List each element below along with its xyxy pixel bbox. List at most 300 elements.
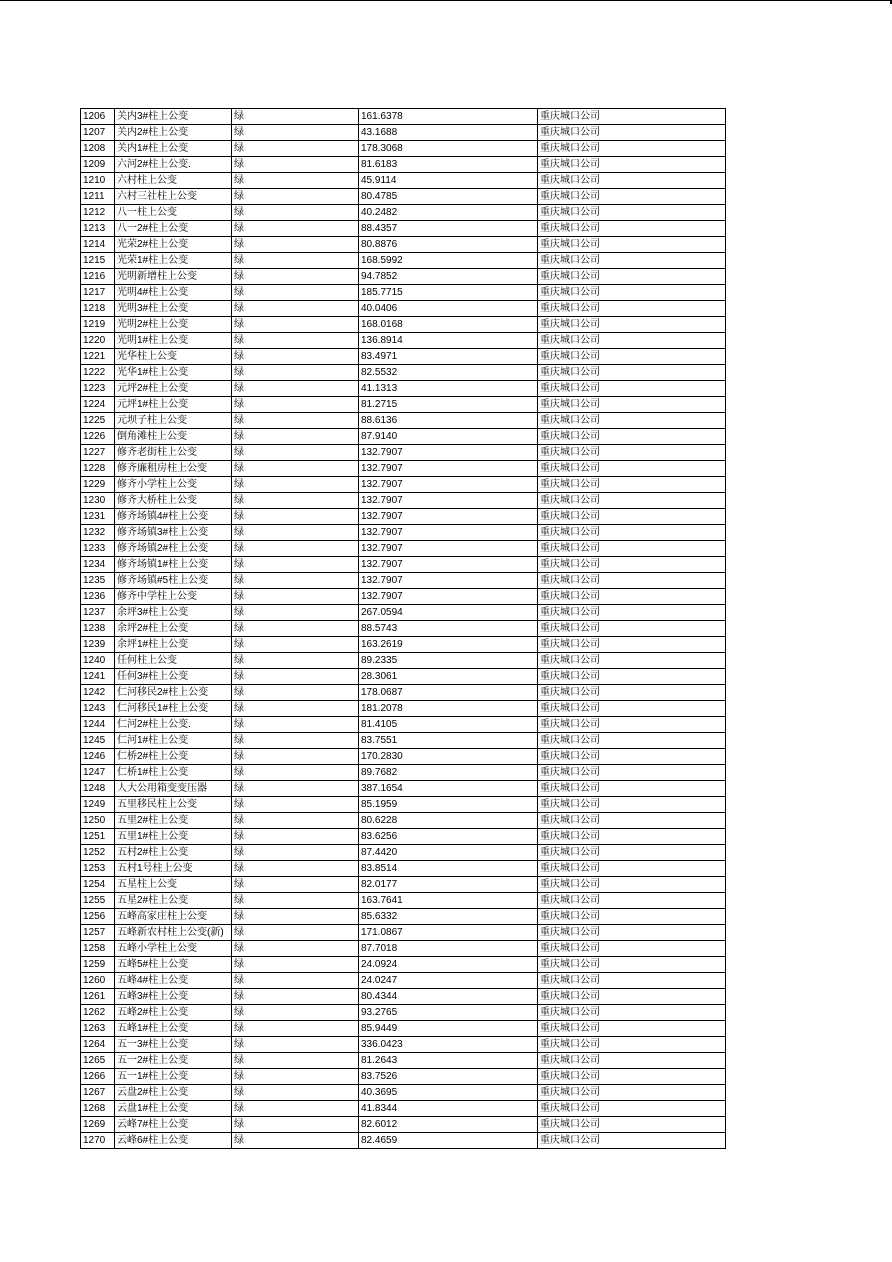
transformer-name-cell: 修齐场镇2#柱上公变 xyxy=(115,541,232,557)
row-number-cell: 1210 xyxy=(81,173,115,189)
row-number-cell: 1209 xyxy=(81,157,115,173)
status-color-cell: 绿 xyxy=(232,637,359,653)
company-cell: 重庆城口公司 xyxy=(538,893,726,909)
status-color-cell: 绿 xyxy=(232,477,359,493)
page-top-rule xyxy=(0,0,892,1)
table-row xyxy=(81,621,726,637)
value-cell: 24.0924 xyxy=(359,957,538,973)
value-cell: 185.7715 xyxy=(359,285,538,301)
transformer-name-cell: 五峰2#柱上公变 xyxy=(115,1005,232,1021)
table-row xyxy=(81,845,726,861)
table-row xyxy=(81,301,726,317)
value-cell: 81.6183 xyxy=(359,157,538,173)
company-cell: 重庆城口公司 xyxy=(538,1117,726,1133)
transformer-name-cell: 元坝子柱上公变 xyxy=(115,413,232,429)
value-cell: 28.3061 xyxy=(359,669,538,685)
transformer-name-cell: 光华柱上公变 xyxy=(115,349,232,365)
transformer-name-cell: 五村1号柱上公变 xyxy=(115,861,232,877)
company-cell: 重庆城口公司 xyxy=(538,205,726,221)
row-number-cell: 1212 xyxy=(81,205,115,221)
status-color-cell: 绿 xyxy=(232,333,359,349)
status-color-cell: 绿 xyxy=(232,765,359,781)
company-cell: 重庆城口公司 xyxy=(538,381,726,397)
row-number-cell: 1250 xyxy=(81,813,115,829)
value-cell: 80.8876 xyxy=(359,237,538,253)
status-color-cell: 绿 xyxy=(232,301,359,317)
value-cell: 83.8514 xyxy=(359,861,538,877)
value-cell: 93.2765 xyxy=(359,1005,538,1021)
status-color-cell: 绿 xyxy=(232,669,359,685)
value-cell: 40.2482 xyxy=(359,205,538,221)
company-cell: 重庆城口公司 xyxy=(538,461,726,477)
company-cell: 重庆城口公司 xyxy=(538,269,726,285)
value-cell: 387.1654 xyxy=(359,781,538,797)
row-number-cell: 1254 xyxy=(81,877,115,893)
company-cell: 重庆城口公司 xyxy=(538,701,726,717)
value-cell: 40.0406 xyxy=(359,301,538,317)
status-color-cell: 绿 xyxy=(232,253,359,269)
table-row xyxy=(81,749,726,765)
status-color-cell: 绿 xyxy=(232,653,359,669)
transformer-name-cell: 修齐大桥柱上公变 xyxy=(115,493,232,509)
value-cell: 181.2078 xyxy=(359,701,538,717)
value-cell: 88.6136 xyxy=(359,413,538,429)
row-number-cell: 1233 xyxy=(81,541,115,557)
transformer-name-cell: 五峰3#柱上公变 xyxy=(115,989,232,1005)
table-row xyxy=(81,493,726,509)
row-number-cell: 1242 xyxy=(81,685,115,701)
company-cell: 重庆城口公司 xyxy=(538,1133,726,1149)
status-color-cell: 绿 xyxy=(232,829,359,845)
status-color-cell: 绿 xyxy=(232,845,359,861)
company-cell: 重庆城口公司 xyxy=(538,973,726,989)
transformer-name-cell: 八一2#柱上公变 xyxy=(115,221,232,237)
table-row xyxy=(81,797,726,813)
table-row xyxy=(81,205,726,221)
status-color-cell: 绿 xyxy=(232,589,359,605)
row-number-cell: 1226 xyxy=(81,429,115,445)
company-cell: 重庆城口公司 xyxy=(538,925,726,941)
company-cell: 重庆城口公司 xyxy=(538,157,726,173)
value-cell: 82.6012 xyxy=(359,1117,538,1133)
value-cell: 163.2619 xyxy=(359,637,538,653)
row-number-cell: 1207 xyxy=(81,125,115,141)
row-number-cell: 1262 xyxy=(81,1005,115,1021)
transformer-name-cell: 云盘1#柱上公变 xyxy=(115,1101,232,1117)
row-number-cell: 1248 xyxy=(81,781,115,797)
company-cell: 重庆城口公司 xyxy=(538,909,726,925)
status-color-cell: 绿 xyxy=(232,189,359,205)
transformer-name-cell: 修齐场镇3#柱上公变 xyxy=(115,525,232,541)
value-cell: 81.2643 xyxy=(359,1053,538,1069)
table-row xyxy=(81,877,726,893)
value-cell: 82.5532 xyxy=(359,365,538,381)
value-cell: 83.7526 xyxy=(359,1069,538,1085)
status-color-cell: 绿 xyxy=(232,1101,359,1117)
status-color-cell: 绿 xyxy=(232,557,359,573)
row-number-cell: 1227 xyxy=(81,445,115,461)
company-cell: 重庆城口公司 xyxy=(538,1069,726,1085)
value-cell: 132.7907 xyxy=(359,477,538,493)
company-cell: 重庆城口公司 xyxy=(538,877,726,893)
company-cell: 重庆城口公司 xyxy=(538,861,726,877)
status-color-cell: 绿 xyxy=(232,781,359,797)
company-cell: 重庆城口公司 xyxy=(538,669,726,685)
status-color-cell: 绿 xyxy=(232,237,359,253)
company-cell: 重庆城口公司 xyxy=(538,349,726,365)
value-cell: 83.4971 xyxy=(359,349,538,365)
table-row xyxy=(81,237,726,253)
table-row xyxy=(81,941,726,957)
table-row xyxy=(81,861,726,877)
transformer-name-cell: 关内3#柱上公变 xyxy=(115,109,232,125)
row-number-cell: 1255 xyxy=(81,893,115,909)
value-cell: 94.7852 xyxy=(359,269,538,285)
transformer-name-cell: 修齐老街柱上公变 xyxy=(115,445,232,461)
status-color-cell: 绿 xyxy=(232,285,359,301)
status-color-cell: 绿 xyxy=(232,685,359,701)
company-cell: 重庆城口公司 xyxy=(538,285,726,301)
status-color-cell: 绿 xyxy=(232,957,359,973)
transformer-name-cell: 云峰6#柱上公变 xyxy=(115,1133,232,1149)
row-number-cell: 1224 xyxy=(81,397,115,413)
transformer-name-cell: 修齐小学柱上公变 xyxy=(115,477,232,493)
value-cell: 80.4785 xyxy=(359,189,538,205)
table-row xyxy=(81,653,726,669)
row-number-cell: 1230 xyxy=(81,493,115,509)
row-number-cell: 1270 xyxy=(81,1133,115,1149)
company-cell: 重庆城口公司 xyxy=(538,765,726,781)
table-row xyxy=(81,541,726,557)
row-number-cell: 1266 xyxy=(81,1069,115,1085)
company-cell: 重庆城口公司 xyxy=(538,301,726,317)
company-cell: 重庆城口公司 xyxy=(538,509,726,525)
company-cell: 重庆城口公司 xyxy=(538,941,726,957)
table-row xyxy=(81,989,726,1005)
value-cell: 85.6332 xyxy=(359,909,538,925)
transformer-name-cell: 光荣1#柱上公变 xyxy=(115,253,232,269)
row-number-cell: 1245 xyxy=(81,733,115,749)
transformer-name-cell: 仁河1#柱上公变 xyxy=(115,733,232,749)
value-cell: 41.8344 xyxy=(359,1101,538,1117)
company-cell: 重庆城口公司 xyxy=(538,957,726,973)
status-color-cell: 绿 xyxy=(232,1069,359,1085)
company-cell: 重庆城口公司 xyxy=(538,573,726,589)
row-number-cell: 1234 xyxy=(81,557,115,573)
status-color-cell: 绿 xyxy=(232,909,359,925)
row-number-cell: 1247 xyxy=(81,765,115,781)
company-cell: 重庆城口公司 xyxy=(538,429,726,445)
status-color-cell: 绿 xyxy=(232,797,359,813)
status-color-cell: 绿 xyxy=(232,493,359,509)
status-color-cell: 绿 xyxy=(232,1133,359,1149)
table-row xyxy=(81,925,726,941)
company-cell: 重庆城口公司 xyxy=(538,1037,726,1053)
table-row xyxy=(81,1053,726,1069)
table-row xyxy=(81,413,726,429)
value-cell: 87.9140 xyxy=(359,429,538,445)
transformer-name-cell: 六河2#柱上公变. xyxy=(115,157,232,173)
status-color-cell: 绿 xyxy=(232,205,359,221)
table-row xyxy=(81,1005,726,1021)
row-number-cell: 1213 xyxy=(81,221,115,237)
status-color-cell: 绿 xyxy=(232,989,359,1005)
row-number-cell: 1228 xyxy=(81,461,115,477)
company-cell: 重庆城口公司 xyxy=(538,253,726,269)
value-cell: 87.4420 xyxy=(359,845,538,861)
row-number-cell: 1223 xyxy=(81,381,115,397)
transformer-name-cell: 五一1#柱上公变 xyxy=(115,1069,232,1085)
transformer-name-cell: 五星柱上公变 xyxy=(115,877,232,893)
row-number-cell: 1214 xyxy=(81,237,115,253)
row-number-cell: 1243 xyxy=(81,701,115,717)
status-color-cell: 绿 xyxy=(232,125,359,141)
row-number-cell: 1236 xyxy=(81,589,115,605)
row-number-cell: 1222 xyxy=(81,365,115,381)
row-number-cell: 1252 xyxy=(81,845,115,861)
status-color-cell: 绿 xyxy=(232,413,359,429)
company-cell: 重庆城口公司 xyxy=(538,653,726,669)
table-row xyxy=(81,557,726,573)
transformer-name-cell: 仁河移民2#柱上公变 xyxy=(115,685,232,701)
table-row xyxy=(81,1133,726,1149)
transformer-name-cell: 元坪1#柱上公变 xyxy=(115,397,232,413)
table-row xyxy=(81,685,726,701)
table-row xyxy=(81,669,726,685)
transformer-name-cell: 五一2#柱上公变 xyxy=(115,1053,232,1069)
value-cell: 83.6256 xyxy=(359,829,538,845)
transformer-name-cell: 五峰4#柱上公变 xyxy=(115,973,232,989)
company-cell: 重庆城口公司 xyxy=(538,397,726,413)
table-row xyxy=(81,909,726,925)
status-color-cell: 绿 xyxy=(232,173,359,189)
transformer-name-cell: 倒角滩柱上公变 xyxy=(115,429,232,445)
value-cell: 24.0247 xyxy=(359,973,538,989)
company-cell: 重庆城口公司 xyxy=(538,637,726,653)
value-cell: 132.7907 xyxy=(359,461,538,477)
table-row xyxy=(81,1069,726,1085)
status-color-cell: 绿 xyxy=(232,733,359,749)
status-color-cell: 绿 xyxy=(232,509,359,525)
table-row xyxy=(81,157,726,173)
company-cell: 重庆城口公司 xyxy=(538,189,726,205)
status-color-cell: 绿 xyxy=(232,525,359,541)
transformer-name-cell: 五一3#柱上公变 xyxy=(115,1037,232,1053)
table-row xyxy=(81,717,726,733)
value-cell: 40.3695 xyxy=(359,1085,538,1101)
value-cell: 132.7907 xyxy=(359,589,538,605)
status-color-cell: 绿 xyxy=(232,1037,359,1053)
company-cell: 重庆城口公司 xyxy=(538,733,726,749)
row-number-cell: 1225 xyxy=(81,413,115,429)
table-row xyxy=(81,285,726,301)
value-cell: 132.7907 xyxy=(359,509,538,525)
table-row xyxy=(81,333,726,349)
table-row xyxy=(81,637,726,653)
table-row xyxy=(81,141,726,157)
status-color-cell: 绿 xyxy=(232,861,359,877)
row-number-cell: 1256 xyxy=(81,909,115,925)
status-color-cell: 绿 xyxy=(232,397,359,413)
table-row xyxy=(81,605,726,621)
company-cell: 重庆城口公司 xyxy=(538,605,726,621)
company-cell: 重庆城口公司 xyxy=(538,221,726,237)
transformer-name-cell: 五星2#柱上公变 xyxy=(115,893,232,909)
value-cell: 41.1313 xyxy=(359,381,538,397)
table-row xyxy=(81,893,726,909)
table-row xyxy=(81,1085,726,1101)
row-number-cell: 1206 xyxy=(81,109,115,125)
value-cell: 132.7907 xyxy=(359,445,538,461)
transformer-name-cell: 六村柱上公变 xyxy=(115,173,232,189)
row-number-cell: 1268 xyxy=(81,1101,115,1117)
transformer-name-cell: 任何3#柱上公变 xyxy=(115,669,232,685)
status-color-cell: 绿 xyxy=(232,541,359,557)
table-row xyxy=(81,525,726,541)
company-cell: 重庆城口公司 xyxy=(538,1005,726,1021)
table-row xyxy=(81,317,726,333)
status-color-cell: 绿 xyxy=(232,813,359,829)
company-cell: 重庆城口公司 xyxy=(538,445,726,461)
value-cell: 168.0168 xyxy=(359,317,538,333)
transformer-name-cell: 光明2#柱上公变 xyxy=(115,317,232,333)
row-number-cell: 1208 xyxy=(81,141,115,157)
row-number-cell: 1220 xyxy=(81,333,115,349)
transformer-name-cell: 五峰1#柱上公变 xyxy=(115,1021,232,1037)
company-cell: 重庆城口公司 xyxy=(538,589,726,605)
value-cell: 336.0423 xyxy=(359,1037,538,1053)
value-cell: 88.4357 xyxy=(359,221,538,237)
value-cell: 136.8914 xyxy=(359,333,538,349)
table-row xyxy=(81,477,726,493)
value-cell: 163.7641 xyxy=(359,893,538,909)
transformer-name-cell: 五峰新农村柱上公变(新) xyxy=(115,925,232,941)
company-cell: 重庆城口公司 xyxy=(538,621,726,637)
row-number-cell: 1259 xyxy=(81,957,115,973)
status-color-cell: 绿 xyxy=(232,317,359,333)
status-color-cell: 绿 xyxy=(232,381,359,397)
value-cell: 168.5992 xyxy=(359,253,538,269)
status-color-cell: 绿 xyxy=(232,877,359,893)
status-color-cell: 绿 xyxy=(232,717,359,733)
table-row xyxy=(81,189,726,205)
status-color-cell: 绿 xyxy=(232,573,359,589)
company-cell: 重庆城口公司 xyxy=(538,525,726,541)
value-cell: 132.7907 xyxy=(359,493,538,509)
row-number-cell: 1218 xyxy=(81,301,115,317)
transformer-name-cell: 修齐中学柱上公变 xyxy=(115,589,232,605)
value-cell: 82.0177 xyxy=(359,877,538,893)
row-number-cell: 1267 xyxy=(81,1085,115,1101)
value-cell: 85.9449 xyxy=(359,1021,538,1037)
row-number-cell: 1244 xyxy=(81,717,115,733)
status-color-cell: 绿 xyxy=(232,893,359,909)
transformer-name-cell: 光明4#柱上公变 xyxy=(115,285,232,301)
table-row xyxy=(81,461,726,477)
value-cell: 171.0867 xyxy=(359,925,538,941)
transformer-name-cell: 关内1#柱上公变 xyxy=(115,141,232,157)
table-row xyxy=(81,765,726,781)
company-cell: 重庆城口公司 xyxy=(538,125,726,141)
row-number-cell: 1246 xyxy=(81,749,115,765)
row-number-cell: 1215 xyxy=(81,253,115,269)
row-number-cell: 1240 xyxy=(81,653,115,669)
table-row xyxy=(81,1101,726,1117)
table-row xyxy=(81,1021,726,1037)
row-number-cell: 1237 xyxy=(81,605,115,621)
table-row xyxy=(81,125,726,141)
table-row xyxy=(81,957,726,973)
transformer-name-cell: 光华1#柱上公变 xyxy=(115,365,232,381)
status-color-cell: 绿 xyxy=(232,925,359,941)
company-cell: 重庆城口公司 xyxy=(538,333,726,349)
status-color-cell: 绿 xyxy=(232,461,359,477)
value-cell: 43.1688 xyxy=(359,125,538,141)
table-row xyxy=(81,781,726,797)
table-row xyxy=(81,445,726,461)
transformer-name-cell: 仁河2#柱上公变. xyxy=(115,717,232,733)
transformer-name-cell: 元坪2#柱上公变 xyxy=(115,381,232,397)
row-number-cell: 1264 xyxy=(81,1037,115,1053)
company-cell: 重庆城口公司 xyxy=(538,1085,726,1101)
transformer-name-cell: 五里移民柱上公变 xyxy=(115,797,232,813)
row-number-cell: 1238 xyxy=(81,621,115,637)
row-number-cell: 1217 xyxy=(81,285,115,301)
company-cell: 重庆城口公司 xyxy=(538,477,726,493)
transformer-name-cell: 修齐廉租房柱上公变 xyxy=(115,461,232,477)
value-cell: 85.1959 xyxy=(359,797,538,813)
company-cell: 重庆城口公司 xyxy=(538,685,726,701)
row-number-cell: 1249 xyxy=(81,797,115,813)
company-cell: 重庆城口公司 xyxy=(538,845,726,861)
row-number-cell: 1211 xyxy=(81,189,115,205)
value-cell: 81.2715 xyxy=(359,397,538,413)
transformer-name-cell: 余坪3#柱上公变 xyxy=(115,605,232,621)
row-number-cell: 1269 xyxy=(81,1117,115,1133)
transformer-name-cell: 修齐场镇4#柱上公变 xyxy=(115,509,232,525)
status-color-cell: 绿 xyxy=(232,1053,359,1069)
company-cell: 重庆城口公司 xyxy=(538,1101,726,1117)
status-color-cell: 绿 xyxy=(232,1005,359,1021)
transformer-name-cell: 光明1#柱上公变 xyxy=(115,333,232,349)
status-color-cell: 绿 xyxy=(232,1021,359,1037)
row-number-cell: 1221 xyxy=(81,349,115,365)
transformer-name-cell: 五村2#柱上公变 xyxy=(115,845,232,861)
value-cell: 89.2335 xyxy=(359,653,538,669)
company-cell: 重庆城口公司 xyxy=(538,141,726,157)
table-row xyxy=(81,733,726,749)
table-row xyxy=(81,1117,726,1133)
table-body xyxy=(81,109,726,1149)
row-number-cell: 1257 xyxy=(81,925,115,941)
status-color-cell: 绿 xyxy=(232,349,359,365)
status-color-cell: 绿 xyxy=(232,429,359,445)
transformer-name-cell: 五峰小学柱上公变 xyxy=(115,941,232,957)
status-color-cell: 绿 xyxy=(232,941,359,957)
transformer-name-cell: 八一柱上公变 xyxy=(115,205,232,221)
value-cell: 267.0594 xyxy=(359,605,538,621)
company-cell: 重庆城口公司 xyxy=(538,541,726,557)
table-row xyxy=(81,349,726,365)
company-cell: 重庆城口公司 xyxy=(538,781,726,797)
status-color-cell: 绿 xyxy=(232,141,359,157)
value-cell: 132.7907 xyxy=(359,525,538,541)
table-row xyxy=(81,573,726,589)
transformer-name-cell: 修齐场镇#5柱上公变 xyxy=(115,573,232,589)
row-number-cell: 1263 xyxy=(81,1021,115,1037)
value-cell: 82.4659 xyxy=(359,1133,538,1149)
status-color-cell: 绿 xyxy=(232,1117,359,1133)
